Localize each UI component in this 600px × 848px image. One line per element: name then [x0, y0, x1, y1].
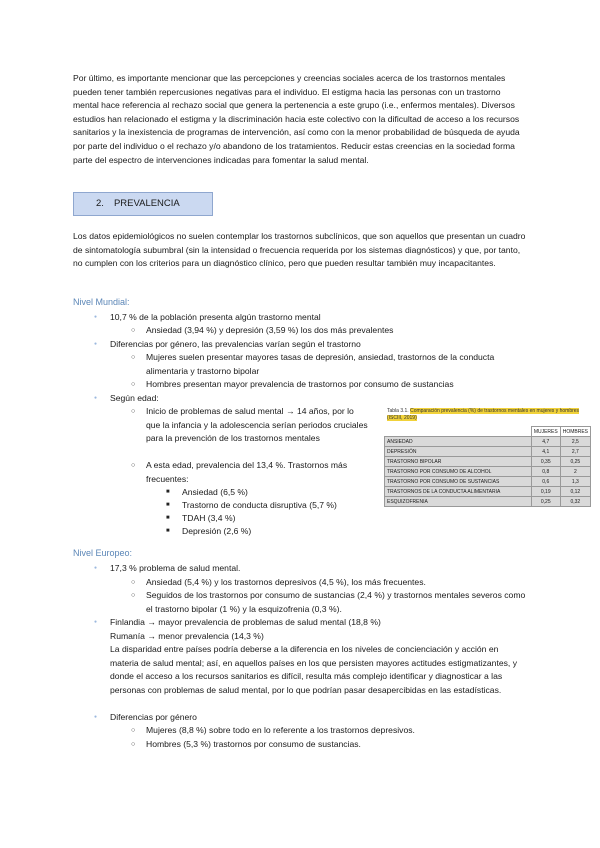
table-cell-men: 2,5: [560, 437, 590, 447]
world-level-heading: Nivel Mundial:: [73, 297, 130, 307]
table-cell-women: 0,35: [531, 457, 560, 467]
table-row-label: TRASTORNO POR CONSUMO DE SUSTANCIAS: [385, 477, 532, 487]
world-bullet-prevalence-13: ○ A esta edad, prevalencia del 13,4 %. Trastornos más frecuentes:: [146, 459, 368, 486]
table-cell-men: 0,32: [560, 497, 590, 507]
europe-bullet-women: ○ Mujeres (8,8 %) sobre todo en lo referente a los trastornos depresivos.: [146, 724, 526, 738]
table-cell-men: 1,3: [560, 477, 590, 487]
gender-prevalence-table-figure: [384, 404, 591, 510]
section-title: PREVALENCIA: [113, 198, 180, 209]
table-cell-men: 0,12: [560, 487, 590, 497]
table-cell-women: 0,6: [531, 477, 560, 487]
table-row: [385, 487, 591, 497]
table-header-men: HOMBRES: [560, 427, 590, 437]
table-header-women: MUJERES: [531, 427, 560, 437]
table-row-label: TRASTORNO BIPOLAR: [385, 457, 532, 467]
world-item-anxiety: ■ Ansiedad (6,5 %): [182, 486, 372, 500]
table-cell-women: 0,25: [531, 497, 560, 507]
prevalence-intro-paragraph: Los datos epidemiológicos no suelen contemplar los trastornos subclínicos, que son aquellos que presentan un cuadro de sintomatología subumbral (sin la intensidad o frecuencia requerida por los sistemas diagnósticos) y que, por tanto, no cumplen con los criterios para un diagnóstico clínico, pero que pueden resultar también muy incapacitantes.: [73, 231, 526, 269]
world-item-disruptive: ■ Trastorno de conducta disruptiva (5,7 %): [182, 499, 372, 513]
europe-level-heading: Nivel Europeo:: [73, 548, 133, 558]
europe-bullet-gender: ● Diferencias por género: [110, 711, 530, 725]
europe-bullet-finland: ● Finlandia → mayor prevalencia de problemas de salud mental (18,8 %): [110, 616, 530, 630]
table-cell-men: 0,25: [560, 457, 590, 467]
table-header-row: [385, 427, 591, 437]
table-row: [385, 437, 591, 447]
table-header-empty: [385, 427, 532, 437]
section-heading-prevalencia: [73, 192, 213, 216]
world-item-adhd: ■ TDAH (3,4 %): [182, 512, 372, 526]
europe-bullet-anxiety: ○ Ansiedad (5,4 %) y los trastornos depresivos (4,5 %), los más frecuentes.: [146, 576, 526, 590]
world-bullet-onset-14: ○ Inicio de problemas de salud mental → 14 años, por lo que la infancia y la adolescencia serían periodos cruciales para la prevención de los trastornos mentales: [146, 405, 368, 446]
table-caption-highlight: Comparación prevalencia (%) de trastornos mentales en mujeres y hombres (ISCIII, 2019): [387, 408, 580, 421]
europe-disparity-text: La disparidad entre países podría deberse a la diferencia en los niveles de concienciación y acción en materia de salud mental; así, en aquellos países en los que persisten mayores actitudes estigmatizantes, y donde el acceso a los recursos sanitarios es difícil, resulta más complejo identificar y diagnosticar a las personas con problemas de salud mental, por lo que podrían pasar desapercibidas en las estadísticas.: [110, 644, 517, 695]
table-caption-prefix: Tabla 3.1.: [387, 408, 409, 414]
table-row: [385, 447, 591, 457]
table-row: [385, 457, 591, 467]
table-row: [385, 477, 591, 487]
table-row: [385, 467, 591, 477]
europe-bullet-men: ○ Hombres (5,3 %) trastornos por consumo de sustancias.: [146, 738, 526, 752]
table-cell-men: 2,7: [560, 447, 590, 457]
world-bullet-age: ● Según edad:: [110, 392, 310, 406]
europe-bullet-17: ● 17,3 % problema de salud mental.: [110, 562, 530, 576]
world-bullet-men: ○ Hombres presentan mayor prevalencia de trastornos por consumo de sustancias: [146, 378, 526, 392]
table-cell-women: 4,1: [531, 447, 560, 457]
table-row-label: DEPRESIÓN: [385, 447, 532, 457]
table-cell-men: 2: [560, 467, 590, 477]
world-bullet-anxiety-depression: ○ Ansiedad (3,94 %) y depresión (3,59 %) los dos más prevalentes: [146, 324, 526, 338]
world-item-depression: ■ Depresión (2,6 %): [182, 525, 372, 539]
table-row-label: TRASTORNOS DE LA CONDUCTA ALIMENTARIA: [385, 487, 532, 497]
table-row-label: ANSIEDAD: [385, 437, 532, 447]
europe-romania-line: Rumanía → menor prevalencia (14,3 %): [110, 631, 264, 641]
world-bullet-women: ○ Mujeres suelen presentar mayores tasas de depresión, ansiedad, trastornos de la conducta alimentaria y trastorno bipolar: [146, 351, 514, 378]
stigma-paragraph: Por último, es importante mencionar que las percepciones y creencias sociales acerca de los trastornos mentales pueden tener también repercusiones negativas para el individuo. El estigma hacia las personas con un trastorno mental hace referencia al rechazo social que genera la pertenencia a este grupo (i.e., enfermos mentales). Diversos estudios han relacionado el estigma y la discriminación hacia este colectivo con la dificultad de acceso a los recursos sanitarios y la inexistencia de programas de intervención, así como con la menor probabilidad de búsqueda de ayuda por parte del individuo o el rechazo y/o abandono de los tratamientos. Reducir estas creencias en la sociedad forma parte del espectro de intervenciones indicadas para fomentar la salud mental.: [73, 73, 520, 165]
world-bullet-population: ● 10,7 % de la población presenta algún trastorno mental: [110, 311, 530, 325]
section-number: 2.: [96, 198, 104, 209]
gender-prevalence-table: [384, 426, 591, 507]
table-row-label: ESQUIZOFRENIA: [385, 497, 532, 507]
table-caption: [387, 408, 587, 422]
table-cell-women: 0,8: [531, 467, 560, 477]
table-row: [385, 497, 591, 507]
table-cell-women: 4,7: [531, 437, 560, 447]
world-bullet-gender: ● Diferencias por género, las prevalencias varían según el trastorno: [110, 338, 530, 352]
table-row-label: TRASTORNO POR CONSUMO DE ALCOHOL: [385, 467, 532, 477]
table-cell-women: 0,19: [531, 487, 560, 497]
europe-bullet-substances: ○ Seguidos de los trastornos por consumo de sustancias (2,4 %) y trastornos mentales severos como el trastorno bipolar (1 %) y la esquizofrenia (0,3 %).: [146, 589, 526, 616]
